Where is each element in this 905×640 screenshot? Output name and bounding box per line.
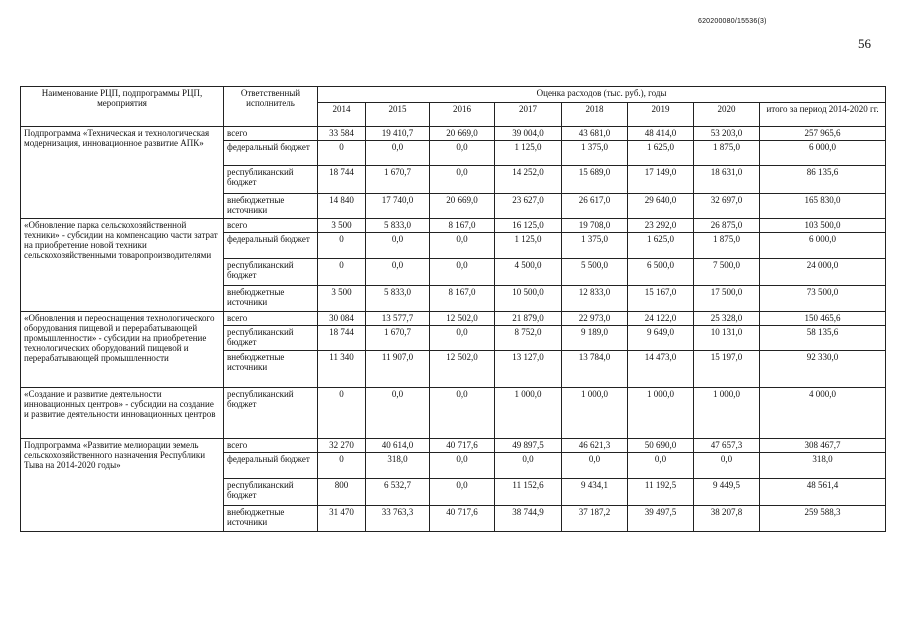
table-body (21, 127, 886, 532)
value-cell: 10 500,0 (495, 286, 562, 312)
value-cell: 20 669,0 (430, 193, 495, 219)
value-cell: 46 621,3 (562, 439, 628, 453)
executor-cell: всего (224, 439, 318, 453)
executor-cell: федеральный бюджет (224, 453, 318, 479)
value-cell: 11 907,0 (366, 351, 430, 388)
executor-cell: внебюджетные источники (224, 351, 318, 388)
value-cell: 6 532,7 (366, 478, 430, 506)
value-cell: 1 625,0 (628, 233, 694, 259)
executor-cell: республиканский бюджет (224, 478, 318, 506)
value-cell: 30 084 (318, 311, 366, 325)
value-cell: 1 000,0 (562, 388, 628, 439)
value-cell: 39 004,0 (495, 127, 562, 141)
header-year: 2020 (694, 103, 760, 127)
table-header (21, 87, 886, 127)
value-cell: 0,0 (430, 325, 495, 351)
value-cell: 48 414,0 (628, 127, 694, 141)
value-cell: 1 000,0 (495, 388, 562, 439)
value-cell: 0,0 (430, 233, 495, 259)
value-cell: 1 875,0 (694, 140, 760, 166)
value-cell: 50 690,0 (628, 439, 694, 453)
document-code: 620200080/15536(3) (698, 18, 767, 25)
value-cell: 0,0 (366, 258, 430, 286)
value-cell: 0,0 (430, 478, 495, 506)
value-cell: 9 189,0 (562, 325, 628, 351)
value-cell: 800 (318, 478, 366, 506)
value-cell: 24 122,0 (628, 311, 694, 325)
value-cell: 38 744,9 (495, 506, 562, 532)
value-cell: 22 973,0 (562, 311, 628, 325)
executor-cell: внебюджетные источники (224, 193, 318, 219)
executor-cell: всего (224, 127, 318, 141)
value-cell: 40 717,6 (430, 506, 495, 532)
value-cell: 5 833,0 (366, 286, 430, 312)
value-cell: 38 207,8 (694, 506, 760, 532)
total-cell: 6 000,0 (760, 233, 886, 259)
value-cell: 21 879,0 (495, 311, 562, 325)
executor-cell: республиканский бюджет (224, 388, 318, 439)
value-cell: 6 500,0 (628, 258, 694, 286)
table-row (21, 127, 886, 141)
value-cell: 18 631,0 (694, 166, 760, 194)
value-cell: 19 708,0 (562, 219, 628, 233)
value-cell: 15 197,0 (694, 351, 760, 388)
value-cell: 1 625,0 (628, 140, 694, 166)
value-cell: 1 000,0 (628, 388, 694, 439)
value-cell: 20 669,0 (430, 127, 495, 141)
total-cell: 318,0 (760, 453, 886, 479)
header-executor: Ответственный исполнитель (224, 87, 318, 127)
value-cell: 8 167,0 (430, 286, 495, 312)
value-cell: 12 502,0 (430, 351, 495, 388)
value-cell: 0 (318, 140, 366, 166)
value-cell: 0,0 (366, 233, 430, 259)
total-cell: 165 830,0 (760, 193, 886, 219)
value-cell: 0 (318, 388, 366, 439)
total-cell: 24 000,0 (760, 258, 886, 286)
value-cell: 49 897,5 (495, 439, 562, 453)
value-cell: 15 689,0 (562, 166, 628, 194)
program-name: «Создание и развитие деятельности инновационных центров» - субсидии на создание и развитие деятельности инновационных центров (21, 388, 224, 439)
value-cell: 3 500 (318, 286, 366, 312)
value-cell: 11 192,5 (628, 478, 694, 506)
value-cell: 1 670,7 (366, 325, 430, 351)
program-name: Подпрограмма «Развитие мелиорации земель сельскохозяйственного назначения Республики Тыва на 2014-2020 годы» (21, 439, 224, 532)
value-cell: 12 502,0 (430, 311, 495, 325)
value-cell: 1 670,7 (366, 166, 430, 194)
executor-cell: республиканский бюджет (224, 325, 318, 351)
value-cell: 0 (318, 258, 366, 286)
program-name: «Обновление парка сельскохозяйственной техники» - субсидии на компенсацию части затрат на приобретение новой техники сельскохозяйственными товаропроизводителями (21, 219, 224, 311)
value-cell: 1 875,0 (694, 233, 760, 259)
value-cell: 17 740,0 (366, 193, 430, 219)
value-cell: 0,0 (366, 388, 430, 439)
value-cell: 0,0 (430, 258, 495, 286)
value-cell: 16 125,0 (495, 219, 562, 233)
total-cell: 103 500,0 (760, 219, 886, 233)
value-cell: 0,0 (495, 453, 562, 479)
header-name: Наименование РЦП, подпрограммы РЦП, мероприятия (21, 87, 224, 127)
executor-cell: всего (224, 219, 318, 233)
header-year: 2014 (318, 103, 366, 127)
table-row (21, 439, 886, 453)
executor-cell: внебюджетные источники (224, 506, 318, 532)
header-year: 2015 (366, 103, 430, 127)
value-cell: 33 763,3 (366, 506, 430, 532)
value-cell: 11 152,6 (495, 478, 562, 506)
value-cell: 11 340 (318, 351, 366, 388)
value-cell: 0,0 (694, 453, 760, 479)
value-cell: 14 252,0 (495, 166, 562, 194)
value-cell: 4 500,0 (495, 258, 562, 286)
expenditure-table (20, 86, 886, 532)
value-cell: 23 292,0 (628, 219, 694, 233)
value-cell: 13 127,0 (495, 351, 562, 388)
value-cell: 0 (318, 453, 366, 479)
value-cell: 0,0 (430, 453, 495, 479)
value-cell: 32 270 (318, 439, 366, 453)
table-row (21, 388, 886, 439)
value-cell: 26 617,0 (562, 193, 628, 219)
value-cell: 47 657,3 (694, 439, 760, 453)
table-row (21, 311, 886, 325)
value-cell: 9 449,5 (694, 478, 760, 506)
program-name: Подпрограмма «Техническая и технологическая модернизация, инновационное развитие АПК» (21, 127, 224, 219)
total-cell: 48 561,4 (760, 478, 886, 506)
value-cell: 26 875,0 (694, 219, 760, 233)
value-cell: 9 434,1 (562, 478, 628, 506)
header-year: 2018 (562, 103, 628, 127)
value-cell: 5 833,0 (366, 219, 430, 233)
value-cell: 14 473,0 (628, 351, 694, 388)
value-cell: 318,0 (366, 453, 430, 479)
value-cell: 10 131,0 (694, 325, 760, 351)
value-cell: 7 500,0 (694, 258, 760, 286)
value-cell: 1 375,0 (562, 140, 628, 166)
value-cell: 1 125,0 (495, 233, 562, 259)
executor-cell: внебюджетные источники (224, 286, 318, 312)
total-cell: 257 965,6 (760, 127, 886, 141)
value-cell: 17 500,0 (694, 286, 760, 312)
total-cell: 92 330,0 (760, 351, 886, 388)
value-cell: 29 640,0 (628, 193, 694, 219)
total-cell: 308 467,7 (760, 439, 886, 453)
value-cell: 15 167,0 (628, 286, 694, 312)
total-cell: 58 135,6 (760, 325, 886, 351)
value-cell: 13 577,7 (366, 311, 430, 325)
header-year: итого за период 2014-2020 гг. (760, 103, 886, 127)
value-cell: 23 627,0 (495, 193, 562, 219)
value-cell: 33 584 (318, 127, 366, 141)
executor-cell: республиканский бюджет (224, 258, 318, 286)
value-cell: 1 000,0 (694, 388, 760, 439)
header-year: 2017 (495, 103, 562, 127)
value-cell: 0,0 (628, 453, 694, 479)
executor-cell: федеральный бюджет (224, 140, 318, 166)
executor-cell: федеральный бюджет (224, 233, 318, 259)
value-cell: 0,0 (430, 140, 495, 166)
value-cell: 37 187,2 (562, 506, 628, 532)
program-name: «Обновления и переоснащения технологического оборудования пищевой и перерабатывающей промышленности» - субсидии на приобретение технологических оборудований пищевой и перерабатывающей промышленности (21, 311, 224, 388)
value-cell: 0 (318, 233, 366, 259)
value-cell: 1 125,0 (495, 140, 562, 166)
total-cell: 73 500,0 (760, 286, 886, 312)
total-cell: 6 000,0 (760, 140, 886, 166)
value-cell: 8 167,0 (430, 219, 495, 233)
page-number: 56 (858, 36, 871, 51)
header-year: 2019 (628, 103, 694, 127)
value-cell: 25 328,0 (694, 311, 760, 325)
value-cell: 0,0 (430, 166, 495, 194)
value-cell: 17 149,0 (628, 166, 694, 194)
value-cell: 53 203,0 (694, 127, 760, 141)
total-cell: 150 465,6 (760, 311, 886, 325)
value-cell: 19 410,7 (366, 127, 430, 141)
table-row (21, 219, 886, 233)
value-cell: 32 697,0 (694, 193, 760, 219)
value-cell: 40 717,6 (430, 439, 495, 453)
executor-cell: республиканский бюджет (224, 166, 318, 194)
value-cell: 12 833,0 (562, 286, 628, 312)
value-cell: 39 497,5 (628, 506, 694, 532)
value-cell: 43 681,0 (562, 127, 628, 141)
header-year: 2016 (430, 103, 495, 127)
value-cell: 13 784,0 (562, 351, 628, 388)
value-cell: 0,0 (430, 388, 495, 439)
value-cell: 5 500,0 (562, 258, 628, 286)
value-cell: 0,0 (562, 453, 628, 479)
total-cell: 4 000,0 (760, 388, 886, 439)
value-cell: 9 649,0 (628, 325, 694, 351)
value-cell: 3 500 (318, 219, 366, 233)
header-estimate: Оценка расходов (тыс. руб.), годы (318, 87, 886, 103)
value-cell: 40 614,0 (366, 439, 430, 453)
value-cell: 18 744 (318, 166, 366, 194)
value-cell: 31 470 (318, 506, 366, 532)
total-cell: 86 135,6 (760, 166, 886, 194)
value-cell: 18 744 (318, 325, 366, 351)
value-cell: 14 840 (318, 193, 366, 219)
value-cell: 1 375,0 (562, 233, 628, 259)
executor-cell: всего (224, 311, 318, 325)
value-cell: 0,0 (366, 140, 430, 166)
value-cell: 8 752,0 (495, 325, 562, 351)
total-cell: 259 588,3 (760, 506, 886, 532)
